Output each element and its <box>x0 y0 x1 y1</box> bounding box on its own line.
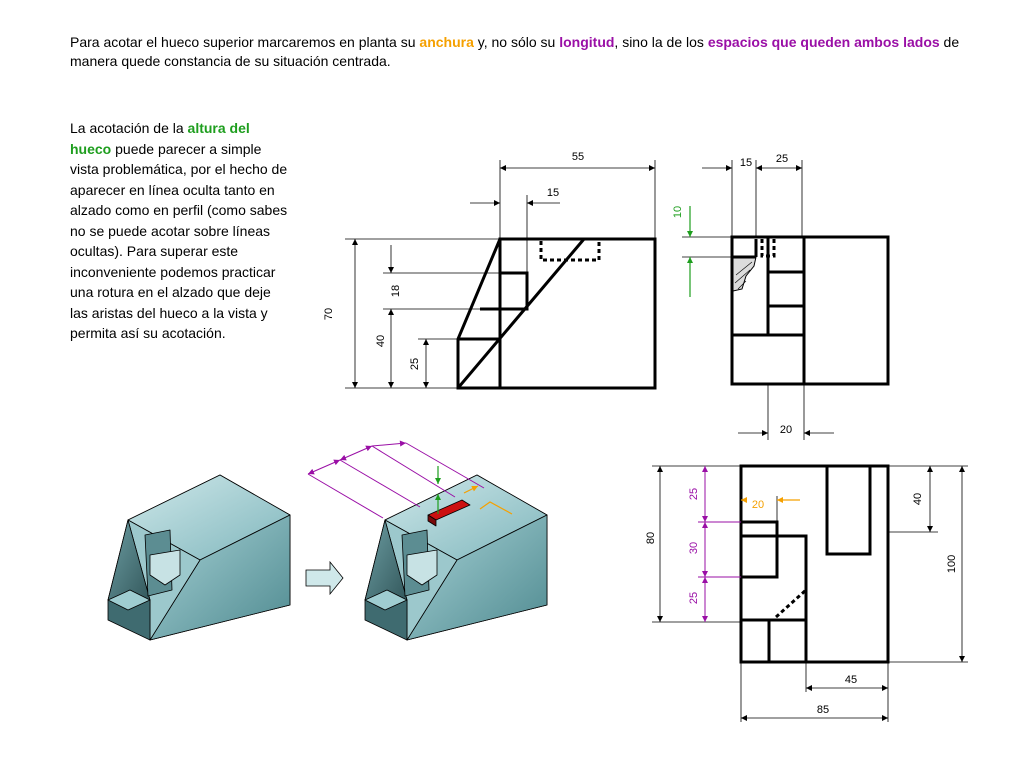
side-text-1: La acotación de la <box>70 120 188 136</box>
plan-slot <box>827 466 870 554</box>
dim-label-25b: 25 <box>688 591 700 605</box>
dim-label-45: 45 <box>844 674 858 686</box>
intro-text-3: , sino la de los <box>614 34 708 50</box>
profile-notch <box>768 272 804 306</box>
elevation-view <box>345 160 655 388</box>
dim-label-55: 55 <box>571 151 585 163</box>
plan-outline <box>741 466 888 662</box>
side-text-2: puede parecer a simple vista problemática, por el hecho de aparecer en línea oculta tanto en alzado como en perfil (como sabes no se puede acotar sobre líneas ocultas). Para superar este inconveniente podemos practicar una rotura en el alzado que deje las aristas del hueco a la vista y permita así su acotación. <box>70 140 288 341</box>
dim-label-80: 80 <box>645 531 657 545</box>
dim-label-15: 15 <box>546 187 560 199</box>
dim-label-15p: 15 <box>739 157 753 169</box>
elevation-outline <box>500 239 655 388</box>
dim-label-25: 25 <box>409 357 421 371</box>
keyword-longitud: longitud <box>559 34 615 50</box>
plan-right-part <box>741 466 888 662</box>
dim-label-70: 70 <box>323 307 335 321</box>
transition-arrow-icon <box>306 562 343 594</box>
plan-hidden-line <box>776 590 806 617</box>
dim-label-20p: 20 <box>779 424 793 436</box>
keyword-anchura: anchura <box>419 34 474 50</box>
dim-label-25p: 25 <box>775 153 789 165</box>
profile-break-area <box>733 257 756 291</box>
dim-label-25a: 25 <box>688 487 700 501</box>
profile-view <box>682 160 888 440</box>
isometric-solid-cut <box>365 475 547 640</box>
dim-label-18: 18 <box>390 284 402 298</box>
dim-label-10: 10 <box>672 205 684 219</box>
dim-label-40: 40 <box>375 334 387 348</box>
keyword-altura-hueco: altura del hueco <box>70 120 250 157</box>
dim-label-30: 30 <box>688 541 700 555</box>
elevation-notch <box>500 273 527 309</box>
elevation-slope <box>458 239 500 388</box>
keyword-espacios: espacios que queden ambos lados <box>707 34 940 50</box>
intro-text-4: de manera quede constancia de su situación centrada. <box>70 34 960 69</box>
dim-label-85: 85 <box>816 704 830 716</box>
intro-text-2: y, no sólo su <box>473 34 560 50</box>
dim-label-100: 100 <box>946 554 958 574</box>
intro-text-1: Para acotar el hueco superior marcaremos en planta su <box>70 34 420 50</box>
isometric-solid-original <box>108 475 290 640</box>
dim-label-20plan: 20 <box>751 499 765 511</box>
dim-label-40plan: 40 <box>912 492 924 506</box>
plan-hole <box>741 522 777 577</box>
